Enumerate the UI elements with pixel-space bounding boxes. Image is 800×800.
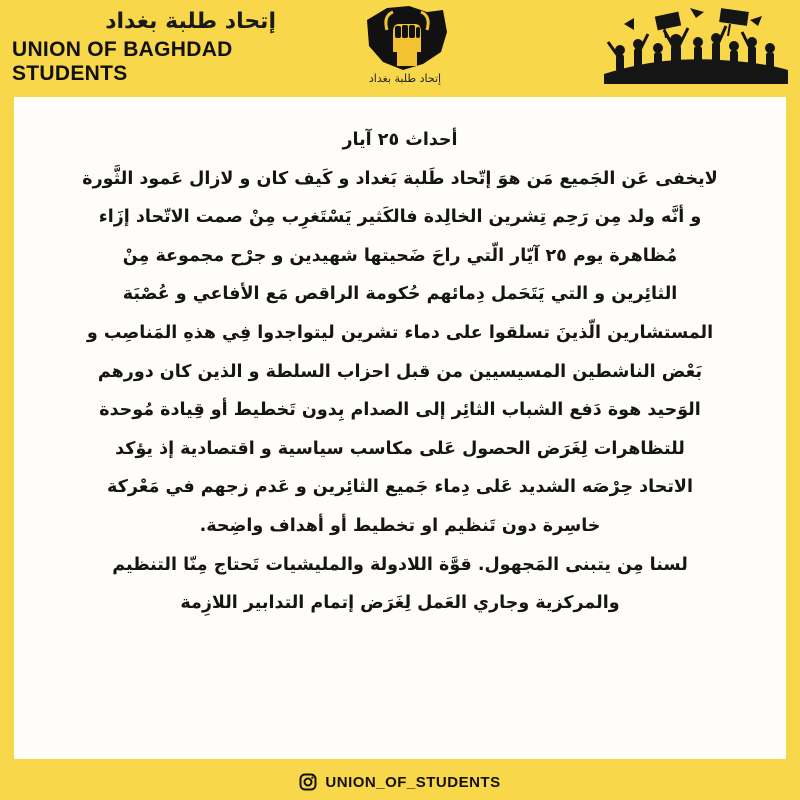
statement-text	[14, 97, 786, 623]
statement-title: أحداث ٢٥ آيار	[342, 130, 458, 150]
statement-line: الاتحاد حِرْصَه الشديد عَلى دِماء جَميع الثائِرين و عَدم زجهم في مَعْركة	[107, 477, 693, 498]
protest-crowd-silhouette-icon	[600, 4, 790, 84]
statement-card	[14, 97, 786, 759]
statement-line: المستشارين الّذينَ تسلقوا على دماء تشرين ليتواجدوا فِي هذهِ المَناصِب و	[86, 322, 714, 343]
instagram-icon[interactable]	[299, 773, 317, 791]
brand	[12, 8, 282, 86]
statement-line: بَعْض الناشطين المسيسيين من قبل احزاب السلطة و الذين كان دورهم	[97, 361, 703, 382]
footer	[0, 764, 800, 800]
statement-line: للتظاهرات لِغَرَض الحصول عَلى مكاسب سياسية و اقتصادية إذ يؤكد	[115, 438, 685, 459]
statement-line: الوَحيد هوة دَفع الشباب الثائِر إلى الصدام بِدون تَخطيط أو قِيادة مُوحدة	[99, 400, 701, 421]
fist-map-emblem-icon	[357, 2, 453, 74]
instagram-handle[interactable]: UNION_OF_STUDENTS	[325, 773, 501, 791]
statement-line: الثائِرين و التي يَتَحَمل دِمائهم حُكومة الراقص مَع الأفاعي و عُصْبَة	[122, 284, 678, 305]
emblem-caption: إتحاد طلبة بغداد	[368, 72, 442, 85]
statement-line: لسنا مِن يتبنى المَجهول. قوَّة اللادولة والمليشيات تَحتاج مِنّا التنظيم	[112, 554, 688, 575]
header	[0, 0, 800, 95]
statement-line: و أنَّه ولد مِن رَحِم تِشرين الخالِدة فالكَثير يَسْتَغرِب مِنْ صمت الاتّحاد إزَاء	[98, 207, 702, 228]
statement-line: خاسِرة دون تَنظيم او تخطيط أو أهداف واضِحة.	[199, 515, 601, 536]
org-name-arabic: إتحاد طلبة بغداد	[105, 9, 276, 34]
emblem	[350, 2, 460, 92]
org-name-english: UNION OF BAGHDAD STUDENTS	[12, 38, 233, 85]
statement-line: لايخفى عَن الجَميع مَن هوَ إتّحاد طَلبة بَغداد و كَيف كان و لازال عَمود الثَّورة	[82, 168, 718, 189]
statement-line: مُظاهرة يوم ٢٥ آيّار الّتي راحَ ضَحيتها شهيدين و جرْح مجموعة مِنْ	[122, 245, 678, 266]
statement-line: والمركزية وجاري العَمل لِغَرَض إتمام التدابير اللازِمة	[180, 593, 620, 614]
